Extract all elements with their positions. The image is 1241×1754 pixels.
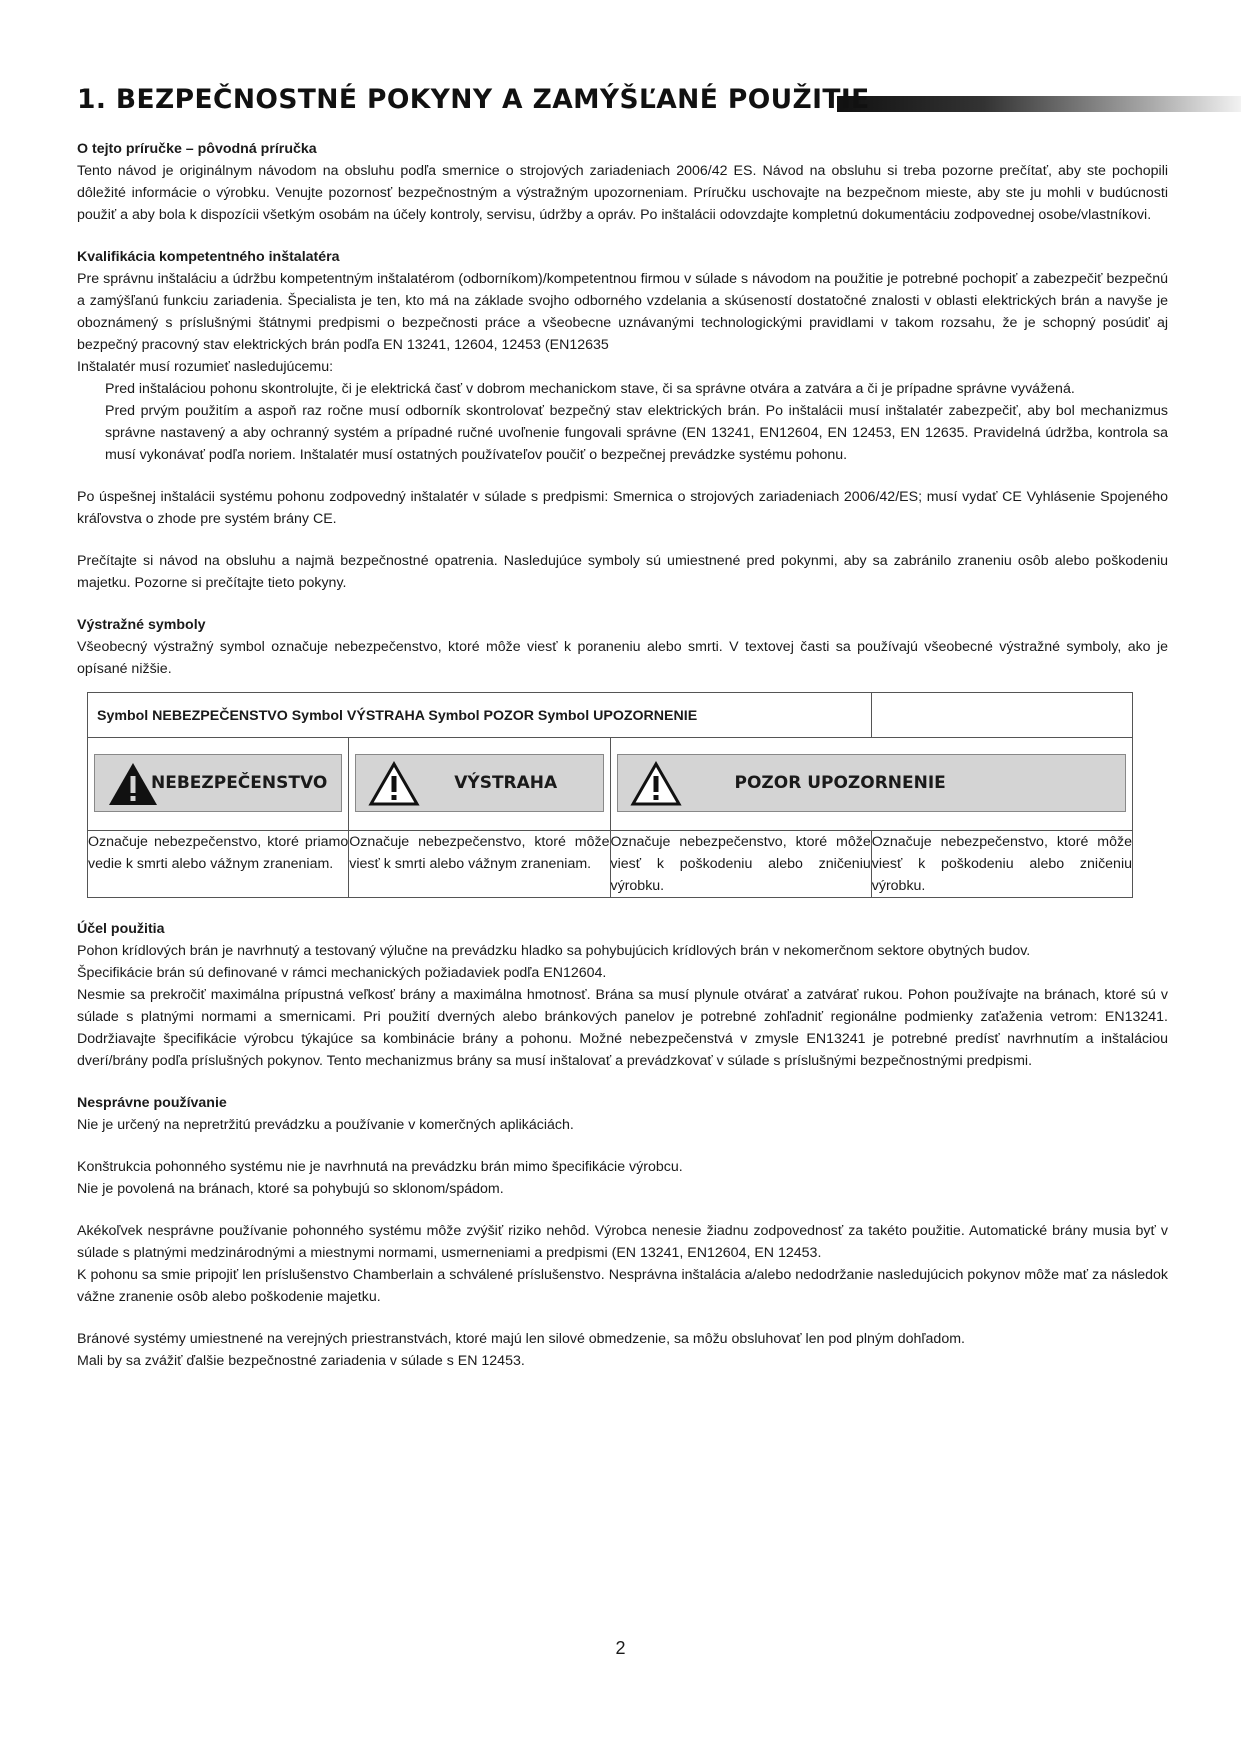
title-gradient-bar	[837, 96, 1241, 112]
paragraph-read-note: Prečítajte si návod na obsluhu a najmä bezpečnostné opatrenia. Nasledujúce symboly sú umiestnené pred pokynmi, aby sa zabránilo zraneniu osôb alebo poškodeniu majetku. Pozorne si prečítajte tieto pokyny.	[77, 553, 1168, 591]
section-qualification	[77, 246, 1168, 466]
page-title: 1. BEZPEČNOSTNÉ POKYNY A ZAMÝŠĽANÉ POUŽITIE	[77, 84, 870, 115]
sign-cell-warning	[349, 738, 610, 831]
section-misuse	[77, 1092, 1168, 1372]
heading-qualification: Kvalifikácia kompetentného inštalatéra	[77, 249, 340, 265]
section-after-install	[77, 486, 1168, 530]
paragraph-misuse-7: Mali by sa zvážiť ďalšie bezpečnostné zariadenia v súlade s EN 12453.	[77, 1353, 525, 1369]
heading-warning-symbols: Výstražné symboly	[77, 617, 206, 633]
section-about	[77, 138, 1168, 226]
section-read-note	[77, 550, 1168, 594]
page-number: 2	[615, 1638, 626, 1658]
paragraph-use-1: Pohon krídlových brán je navrhnutý a testovaný výlučne na prevádzku hladko sa pohybujúcich krídlových brán v nekomerčnom sektore obytných budov.	[77, 943, 1031, 959]
caution-sign	[617, 754, 1127, 812]
caution-triangle-icon	[630, 761, 682, 807]
symbol-table-header-cell	[88, 693, 872, 738]
paragraph-about: Tento návod je originálnym návodom na obsluhu podľa smernice o strojových zariadeniach 2006/42 ES. Návod na obsluhu si treba pozorne prečítať, aby ste pochopili dôležité informácie o výrobku. Venujte pozornosť bezpečnostným a výstražným upozorneniam. Príručku uschovajte na bezpečnom mieste, aby ste ju mohli v budúcnosti použiť a aby bola k dispozícii všetkým osobám na účely kontroly, servisu, údržby a opráv. Po inštalácii odovzdajte kompletnú dokumentáciu zodpovednej osobe/vlastníkovi.	[77, 163, 1168, 223]
heading-use: Účel použitia	[77, 921, 165, 937]
section-title-block	[77, 84, 1167, 124]
paragraph-use-3: Nesmie sa prekročiť maximálna prípustná veľkosť brány a maximálna hmotnosť. Brána sa musí plynule otvárať a zatvárať rukou. Pohon používajte na bránach, ktoré sú v súlade s platnými normami a smernicami. Pri použití dverných alebo bránkových panelov je potrebné zohľadniť regionálne podmienky zaťaženia vetrom: EN13241. Dodržiavajte špecifikácie výrobcu týkajúce sa kombinácie brány a pohonu. Možné nebezpečenstvá v zmysle EN13241 je potrebné predísť navrhnutím a inštaláciou dverí/brány podľa príslušných pokynov. Tento mechanizmus brány sa musí inštalovať a prevádzkovať v súlade s príslušnými bezpečnostnými predpismi.	[77, 987, 1168, 1069]
symbol-table-sign-row	[88, 738, 1133, 831]
installer-item-1: Pred inštaláciou pohonu skontrolujte, či je elektrická časť v dobrom mechanickom stave, či sa správne otvára a zatvára a či je prípadne správne vyvážená.	[105, 381, 1075, 397]
paragraph-misuse-2: Konštrukcia pohonného systému nie je navrhnutá na prevádzku brán mimo špecifikácie výrobcu.	[77, 1159, 683, 1175]
paragraph-misuse-6: Bránové systémy umiestnené na verejných priestranstvách, ktoré majú len silové obmedzenie, sa môžu obsluhovať len pod plným dohľadom.	[77, 1331, 965, 1347]
section-use	[77, 918, 1168, 1072]
symbol-table-header: Symbol NEBEZPEČENSTVO Symbol VÝSTRAHA Symbol POZOR Symbol UPOZORNENIE	[97, 708, 698, 724]
paragraph-misuse-4: Akékoľvek nesprávne používanie pohonného systému môže zvýšiť riziko nehôd. Výrobca nenesie žiadnu zodpovednosť za takéto použitie. Automatické brány musia byť v súlade s platnými medzinárodnými a miestnymi normami, usmerneniami a predpismi (EN 13241, EN12604, EN 12453.	[77, 1223, 1168, 1261]
paragraph-installer-intro: Inštalatér musí rozumieť nasledujúcemu:	[77, 359, 334, 375]
section-warning-symbols	[77, 614, 1168, 898]
heading-about: O tejto príručke – pôvodná príručka	[77, 141, 317, 157]
sign-cell-danger	[88, 738, 349, 831]
danger-sign	[94, 754, 342, 812]
paragraph-misuse-3: Nie je povolená na bránach, ktoré sa pohybujú so sklonom/spádom.	[77, 1181, 504, 1197]
paragraph-after-install: Po úspešnej inštalácii systému pohonu zodpovedný inštalatér v súlade s predpismi: Smernica o strojových zariadeniach 2006/42/ES; musí vydať CE Vyhlásenie Spojeného kráľovstva o zhode pre systém brány CE.	[77, 489, 1168, 527]
main-content	[77, 138, 1168, 1392]
symbol-table-description-row	[88, 831, 1133, 898]
paragraph-misuse-5: K pohonu sa smie pripojiť len príslušenstvo Chamberlain a schválené príslušenstvo. Nesprávna inštalácia a/alebo nedodržanie nasledujúcich pokynov môže mať za následok vážne zranenie osôb alebo poškodenie majetku.	[77, 1267, 1168, 1305]
desc-warning: Označuje nebezpečenstvo, ktoré môže viesť k smrti alebo vážnym zraneniam.	[349, 831, 610, 898]
warning-sign-label: VÝSTRAHA	[454, 773, 558, 793]
desc-caution: Označuje nebezpečenstvo, ktoré môže viesť k poškodeniu alebo zničeniu výrobku.	[610, 831, 871, 898]
desc-danger: Označuje nebezpečenstvo, ktoré priamo vedie k smrti alebo vážnym zraneniam.	[88, 831, 349, 898]
symbol-table	[87, 692, 1133, 898]
warning-triangle-icon	[368, 761, 420, 807]
symbol-table-header-empty	[871, 693, 1132, 738]
paragraph-use-2: Špecifikácie brán sú definované v rámci mechanických požiadaviek podľa EN12604.	[77, 965, 607, 981]
paragraph-warning-symbols: Všeobecný výstražný symbol označuje nebezpečenstvo, ktoré môže viesť k poraneniu alebo smrti. V textovej časti sa používajú všeobecné výstražné symboly, ako je opísané nižšie.	[77, 639, 1168, 677]
paragraph-misuse-1: Nie je určený na nepretržitú prevádzku a používanie v komerčných aplikáciách.	[77, 1117, 574, 1133]
desc-notice: Označuje nebezpečenstvo, ktoré môže viesť k poškodeniu alebo zničeniu výrobku.	[871, 831, 1132, 898]
danger-sign-label: NEBEZPEČENSTVO	[151, 773, 328, 793]
sign-cell-caution	[610, 738, 1133, 831]
installer-item-2: Pred prvým použitím a aspoň raz ročne musí odborník skontrolovať bezpečný stav elektrických brán. Po inštalácii musí inštalatér zabezpečiť, aby bol mechanizmus správne nastavený a aby ochranný systém a prípadné ručné uvoľnenie fungovali správne (EN 13241, EN12604, EN 12453, EN 12635. Pravidelná údržba, kontrola sa musí vykonávať podľa noriem. Inštalatér musí ostatných používateľov poučiť o bezpečnej prevádzke systému pohonu.	[105, 403, 1168, 463]
symbol-table-header-row	[88, 693, 1133, 738]
caution-sign-label: POZOR UPOZORNENIE	[734, 773, 946, 793]
warning-sign	[355, 754, 603, 812]
heading-misuse: Nesprávne používanie	[77, 1095, 227, 1111]
paragraph-qualification: Pre správnu inštaláciu a údržbu kompetentným inštalatérom (odborníkom)/kompetentnou firmou v súlade s návodom na použitie je potrebné pochopiť a zabezpečiť bezpečnú a zamýšľanú funkciu zariadenia. Špecialista je ten, kto má na základe svojho odborného vzdelania a skúseností dostatočné znalosti v oblasti elektrických brán a navyše je oboznámený s príslušnými štátnymi predpismi o bezpečnosti práce a všeobecne uznávanými technologickými pravidlami v takom rozsahu, že je schopný posúdiť aj bezpečný pracovný stav elektrických brán podľa EN 13241, 12604, 12453 (EN12635	[77, 271, 1168, 353]
